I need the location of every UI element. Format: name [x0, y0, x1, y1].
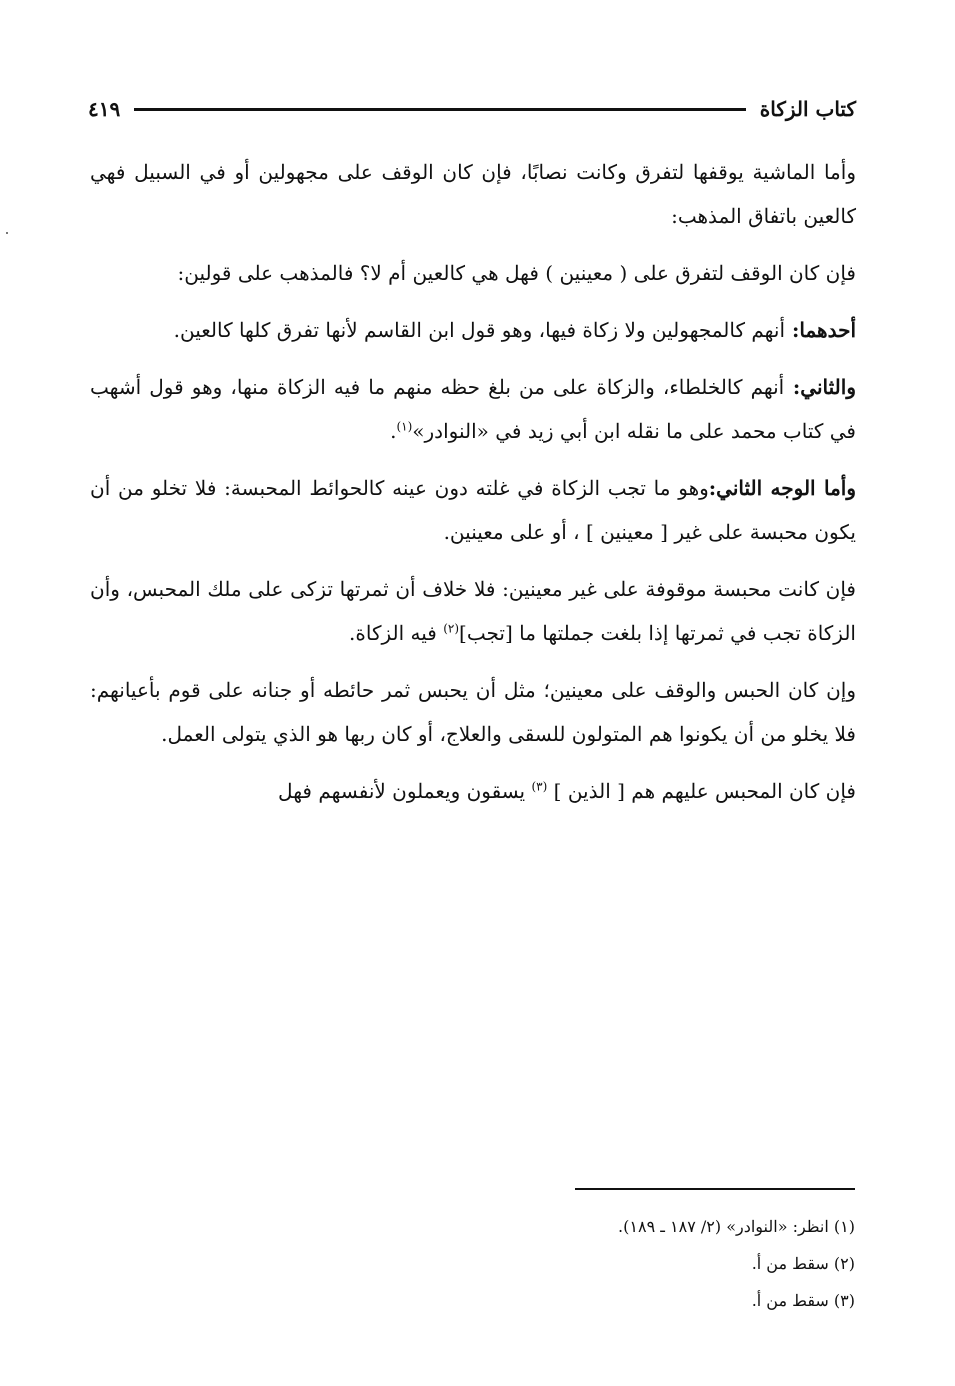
- footnote-item: (٣) سقط من أ.: [751, 1291, 855, 1310]
- page-number: ٤١٩: [88, 97, 121, 121]
- paragraph-text: وهو ما تجب الزكاة في غلته دون عينه كالحوائط المحبسة: فلا تخلو من أن يكون محبسة على غير [ معينين ] ، أو على معينين.: [90, 476, 856, 544]
- paragraph-tail: .: [390, 419, 397, 443]
- paragraph-text: وأما الماشية يوقفها لتفرق وكانت نصابًا، فإن كان الوقف على مجهولين أو في السبيل فهي كالعين باتفاق المذهب:: [90, 160, 856, 228]
- paragraph: [90, 150, 856, 238]
- paragraph-tail: يسقون ويعملون لأنفسهم فهل: [278, 779, 532, 803]
- footnote-item: (٢) سقط من أ.: [751, 1254, 855, 1273]
- footnote-rule: [575, 1188, 855, 1190]
- header-rule: [134, 108, 746, 111]
- footnote-reference[interactable]: (٣): [531, 779, 548, 794]
- paragraph: [90, 365, 856, 453]
- margin-mark: [6, 232, 8, 234]
- paragraph: [90, 769, 856, 813]
- paragraph-lead: أحدهما:: [785, 318, 856, 342]
- main-text: [90, 150, 856, 826]
- page-header: [88, 92, 856, 126]
- footnotes: [435, 1208, 855, 1319]
- paragraph-lead: وأما الوجه الثاني:: [708, 476, 856, 500]
- footnote-reference[interactable]: (١): [396, 419, 413, 434]
- footnote-reference[interactable]: (٢): [443, 621, 460, 636]
- paragraph-text: فإن كانت محبسة موقوفة على غير معينين: فلا خلاف أن ثمرتها تزكى على ملك المحبس، وأن الزكاة تجب في ثمرتها إذا بلغت جملتها ما [تجب]: [90, 577, 856, 645]
- paragraph-tail: فيه الزكاة.: [349, 621, 444, 645]
- paragraph: [90, 308, 856, 352]
- paragraph: [90, 567, 856, 655]
- paragraph-text: فإن كان الوقف لتفرق على ( معينين ) فهل هي كالعين أم لا؟ فالمذهب على قولين:: [177, 261, 856, 285]
- paragraph: [90, 251, 856, 295]
- footnote-item: (١) انظر: «النوادر» (٢/ ١٨٧ ـ ١٨٩).: [618, 1217, 855, 1236]
- page-title: كتاب الزكاة: [759, 97, 856, 121]
- paragraph-text: أنهم كالمجهولين ولا زكاة فيها، وهو قول ابن القاسم لأنها تفرق كلها كالعين.: [173, 318, 786, 342]
- paragraph-text: فإن كان المحبس عليهم هم [ الذين ]: [547, 779, 856, 803]
- paragraph: [90, 466, 856, 554]
- paragraph: [90, 668, 856, 756]
- paragraph-lead: والثاني:: [784, 375, 856, 399]
- paragraph-text: أنهم كالخلطاء، والزكاة على من بلغ حظه منهم ما فيه الزكاة منها، وهو قول أشهب في كتاب محمد على ما نقله ابن أبي زيد في «النوادر»: [90, 375, 856, 443]
- paragraph-text: وإن كان الحبس والوقف على معينين؛ مثل أن يحبس ثمر حائطه أو جنانه على قوم بأعيانهم: فلا يخلو من أن يكونوا هم المتولون للسقى والعلاج، أو كان ربها هو الذي يتولى العمل.: [90, 678, 856, 746]
